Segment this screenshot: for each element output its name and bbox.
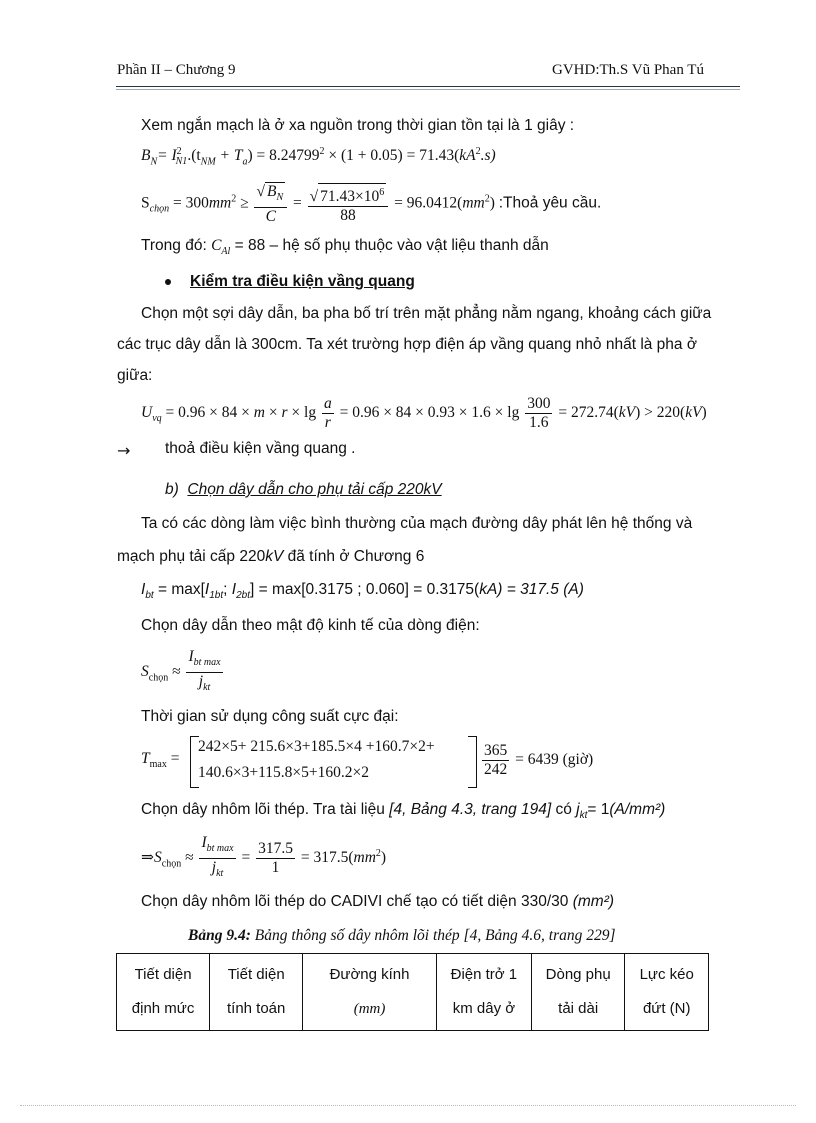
page-bottom-divider (20, 1105, 796, 1106)
table-header-cell: Dòng phụ tải dài (531, 954, 625, 1031)
equation-tmax-row2: 140.6×3+115.8×5+160.2×2 (198, 764, 370, 781)
table-header-row (117, 954, 709, 1031)
paragraph-cadivi: Chọn dây nhôm lõi thép do CADIVI chế tạo có tiết diện 330/30 (mm²) (141, 893, 615, 910)
heading-corona-check: Kiểm tra điều kiện vầng quang (190, 273, 415, 290)
paragraph-corona-2: các trục dây dẫn là 300cm. Ta xét trường hợp điện áp vầng quang nhỏ nhất là pha ở (117, 336, 698, 353)
table-header-cell: Điện trở 1 km dây ở (436, 954, 531, 1031)
equation-s-chon-approx: $S_{chọn}$ ≈ $\frac{I_{bt max}}{j_{kt}}$ (141, 648, 221, 694)
table-caption: Bảng 9.4: Bảng thông số dây nhôm lõi thép [4, Bảng 4.6, trang 229] (188, 927, 616, 944)
equation-tmax-lhs: $T_{max}$ = (141, 750, 180, 771)
arrow-icon: → (117, 441, 131, 460)
bullet-icon (165, 279, 171, 285)
table-header-cell: Đường kính (mm) (303, 954, 437, 1031)
section-b-heading: b) Chọn dây dẫn cho phụ tải cấp 220kV (165, 481, 442, 498)
paragraph-corona-3: giữa: (117, 367, 153, 384)
equation-s-chon-result: $\Rightarrow S_{chọn}$ ≈ $\frac{I_{bt max}}{j_{kt}}$ = $\frac{317.5}{1}$ = $317.5(mm^2)$ (141, 834, 387, 880)
equation-tmax-row1: 242×5+ 215.6×3+185.5×4 +160.7×2+ (198, 738, 435, 755)
table-header-cell: Tiết diện định mức (117, 954, 210, 1031)
paragraph-cal-definition: Trong đó: $C_{Al} = 88$ – hệ số phụ thuộc vào vật liệu thanh dẫn (141, 237, 549, 258)
table-header-cell: Lực kéo đứt (N) (625, 954, 709, 1031)
equation-uvq: $U_{vq} = 0.96 \times 84 \times m \times r \times \lg$ $\frac{a}{r}$ = 0.96 × 84 × 0.93 × 1.6 × lg $\frac{300}{1.6}$ = 272.74(kV) > 220(kV) (141, 395, 707, 431)
equation-s-chon: $S_{chọn} = 300mm^2$ ≥ $\frac{√ B_N}{C}$ = $\frac{√ 71.43\times 10^6}{88}$ = $96.0412(mm^2)$ :Thoả yêu cầu. (141, 183, 602, 226)
equation-tmax-rhs: $\frac{365}{242}$ = 6439 (giờ) (484, 742, 594, 778)
paragraph-currents-2: mạch phụ tải cấp 220kV đã tính ở Chương 6 (117, 548, 425, 565)
table-header-cell: Tiết diện tính toán (210, 954, 303, 1031)
header-left: Phần II – Chương 9 (117, 62, 236, 78)
header-rule-secondary (116, 89, 740, 90)
header-right: GVHD:Th.S Vũ Phan Tú (552, 62, 704, 78)
paragraph-economic-density: Chọn dây dẫn theo mật độ kinh tế của dòng điện: (141, 617, 480, 634)
paragraph-corona-ok: thoả điều kiện vầng quang . (165, 440, 356, 457)
bracket-right (468, 736, 477, 788)
equation-bn: $B_N= I^2_{N1}.(t_{NM} + T_a) = 8.24799^2 \times (1 + 0.05) = 71.43(kA^2.s)$ (141, 146, 496, 168)
paragraph-currents-1: Ta có các dòng làm việc bình thường của mạch đường dây phát lên hệ thống và (141, 515, 693, 532)
paragraph-acsr-choice: Chọn dây nhôm lõi thép. Tra tài liệu [4, Bảng 4.3, trang 194] có $j_{kt}= 1(A/mm^2)$ (141, 801, 666, 822)
header-rule (116, 86, 740, 87)
paragraph-tmax-label: Thời gian sử dụng công suất cực đại: (141, 708, 399, 725)
paragraph-short-circuit: Xem ngắn mạch là ở xa nguồn trong thời gian tồn tại là 1 giây : (141, 117, 575, 134)
equation-ibt: $I_{bt} = \max[I_{1bt}$; $I_{2bt}] = \max[0.3175$ ; 0.060] = 0.3175(kA) = 317.5 (A) (141, 581, 584, 602)
acsr-spec-table (116, 953, 709, 1031)
paragraph-corona-1: Chọn một sợi dây dẫn, ba pha bố trí trên mặt phẳng nằm ngang, khoảng cách giữa (141, 305, 712, 322)
